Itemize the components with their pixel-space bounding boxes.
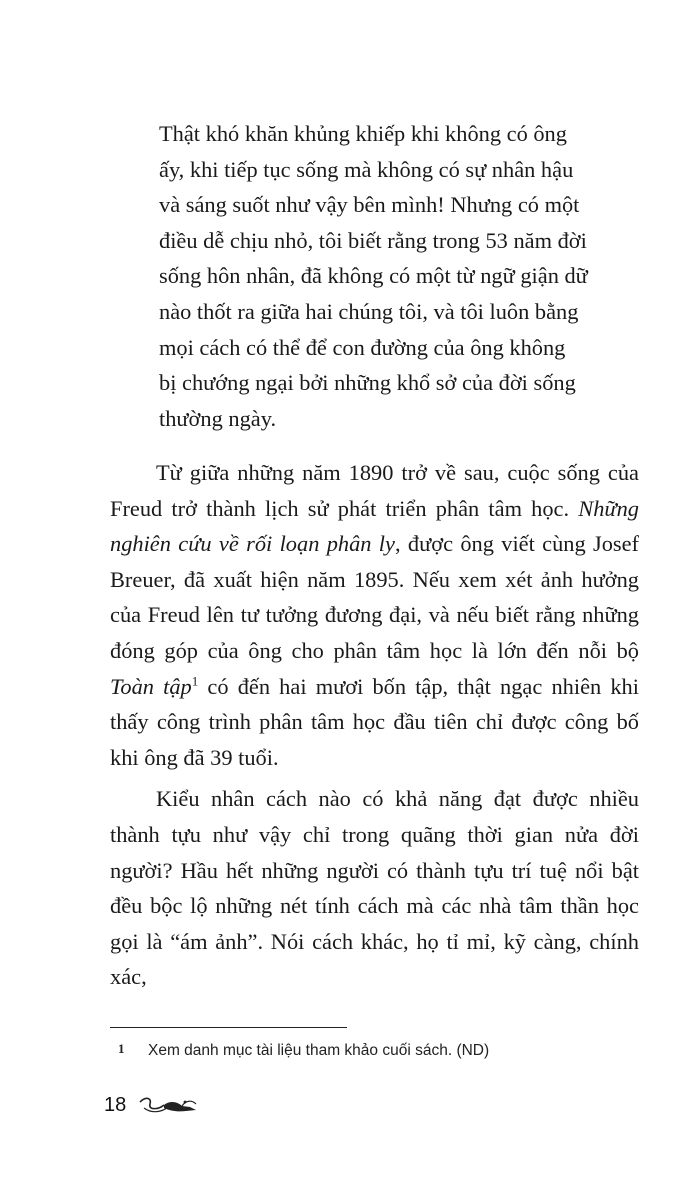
paragraph-1: [110, 455, 639, 775]
quote-line: điều dễ chịu nhỏ, tôi biết rằng trong 53 năm đời: [159, 227, 587, 253]
footnote: [118, 1040, 638, 1062]
footnote-reference[interactable]: 1: [191, 673, 199, 689]
collected-works-italic: Toàn tập: [110, 673, 192, 699]
paragraph-1-text-a: Từ giữa những năm 1890 trở về sau, cuộc sống của Freud trở thành lịch sử phát triển phân tâm học.: [110, 460, 639, 521]
page-number: 18: [104, 1094, 127, 1116]
quote-line: sống hôn nhân, đã không có một từ ngữ giận dữ: [159, 263, 588, 289]
footnote-divider: [110, 1027, 347, 1028]
quote-line: ấy, khi tiếp tục sống mà không có sự nhân hậu: [159, 156, 574, 182]
quote-line: thường ngày.: [159, 405, 277, 431]
quote-line: nào thốt ra giữa hai chúng tôi, và tôi luôn bằng: [159, 298, 579, 324]
paragraph-2: Kiểu nhân cách nào có khả năng đạt được nhiều thành tựu như vậy chỉ trong quãng thời gian nửa đời người? Hầu hết những người có thành tựu trí tuệ nổi bật đều bộc lộ những nét tính cách mà các nhà tâm thần học gọi là “ám ảnh”. Nói cách khác, họ tỉ mỉ, kỹ càng, chính xác,: [110, 786, 639, 990]
quote-line: bị chướng ngại bởi những khổ sở của đời sống: [159, 370, 576, 396]
paragraph-1-text-c: có đến hai mươi bốn tập, thật ngạc nhiên khi thấy công trình phân tâm học đầu tiên chỉ được công bố khi ông đã 39 tuổi.: [110, 673, 639, 770]
block-quote: [159, 116, 639, 436]
quote-line: và sáng suốt như vậy bên mình! Nhưng có một: [159, 192, 580, 218]
paragraph-1-text-b: , được ông viết cùng Josef Breuer, đã xuất hiện năm 1895. Nếu xem xét ảnh hưởng của Freud lên tư tưởng đương đại, và nếu biết rằng những đóng góp của ông cho phân tâm học là lớn đến nỗi bộ: [110, 531, 640, 663]
footnote-mark: 1: [118, 1041, 125, 1056]
footnote-text: Xem danh mục tài liệu tham khảo cuối sách. (ND): [148, 1042, 490, 1059]
quote-line: Thật khó khăn khủng khiếp khi không có ông: [159, 121, 567, 146]
body-text: [110, 455, 639, 995]
book-title-italic: Những nghiên cứu về rối loạn phân ly: [110, 495, 639, 557]
decorative-ornament-icon: [138, 1088, 200, 1118]
quote-line: mọi cách có thể để con đường của ông không: [159, 334, 566, 360]
